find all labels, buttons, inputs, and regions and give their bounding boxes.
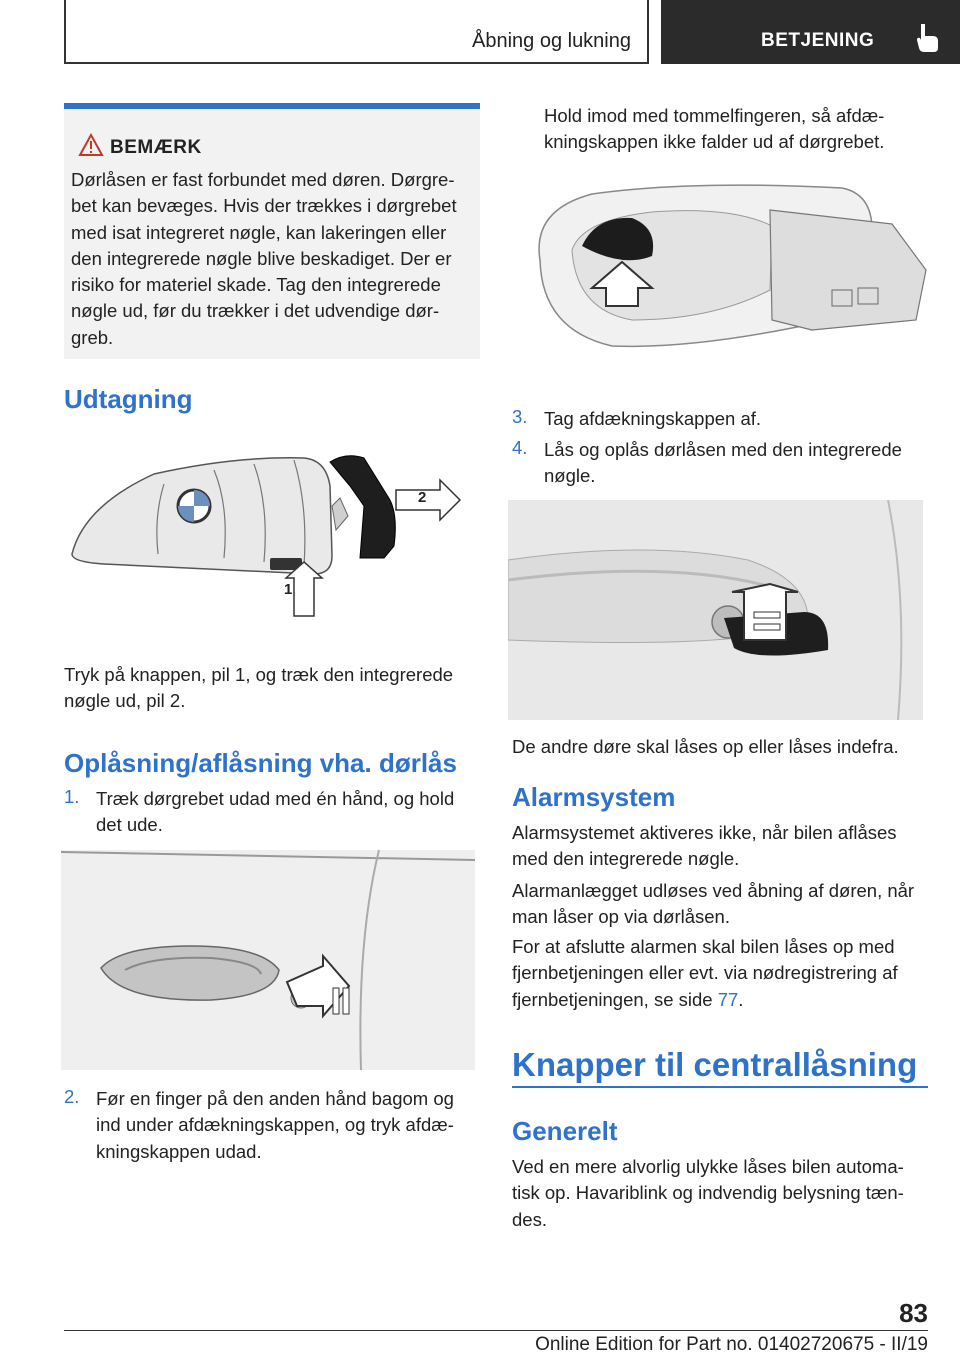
heading-rule bbox=[512, 1086, 928, 1088]
key-fob-illustration bbox=[64, 446, 480, 638]
alarm-para-1 bbox=[512, 820, 928, 873]
heading-door-lock: Oplåsning/aflåsning vha. dørlås bbox=[64, 748, 457, 778]
text-line bbox=[512, 987, 928, 1013]
step-number: 4. bbox=[512, 437, 528, 458]
key-in-lock-illustration bbox=[508, 500, 923, 720]
note-line: Dørlåsen er fast forbundet med døren. Dørgre- bbox=[71, 169, 455, 190]
alarm-para-2 bbox=[512, 878, 928, 931]
step-number: 2. bbox=[64, 1086, 80, 1107]
heading-general: Generelt bbox=[512, 1116, 618, 1146]
text-line: Hold imod med tommelfingeren, så afdæ- bbox=[544, 105, 885, 126]
step-number: 1. bbox=[64, 786, 80, 807]
step-4-text bbox=[544, 437, 928, 490]
heading-central-locking: Knapper til centrallåsning bbox=[512, 1046, 918, 1083]
note-body bbox=[71, 167, 475, 351]
figure-cover-cap bbox=[512, 170, 928, 360]
footer-rule bbox=[64, 1330, 928, 1331]
text-line: fjernbetjeningen eller evt. via nødregistrering af bbox=[512, 962, 898, 984]
step-number: 3. bbox=[512, 406, 528, 427]
text-segment: fjernbetjeningen, se side bbox=[512, 988, 718, 1010]
note-line: bet kan bevæges. Hvis der trækkes i dørgrebet bbox=[71, 195, 457, 217]
heading-udtagning: Udtagning bbox=[64, 384, 193, 414]
text-line: det ude. bbox=[96, 814, 163, 836]
text-line: Før en finger på den anden hånd bagom og bbox=[96, 1088, 454, 1109]
header-chapter-tab bbox=[661, 0, 960, 64]
text-line: Ved en mere alvorlig ulykke låses bilen automa- bbox=[512, 1156, 904, 1177]
page-reference-link[interactable]: 77 bbox=[717, 988, 739, 1010]
text-line: man låser op via dørlåsen. bbox=[512, 906, 730, 928]
note-line: med isat integreret nøgle, kan lakeringen eller bbox=[71, 221, 447, 243]
step-1-text bbox=[96, 786, 480, 839]
text-line: med den integrerede nøgle. bbox=[512, 848, 740, 870]
text-line: Træk dørgrebet udad med én hånd, og hold bbox=[96, 788, 455, 809]
figure-key-removal bbox=[64, 446, 480, 638]
step-2-text bbox=[96, 1086, 480, 1165]
note-line: risiko for materiel skade. Tag den integrerede bbox=[71, 274, 441, 296]
intro-hold-text bbox=[544, 103, 928, 156]
text-line: Lås og oplås dørlåsen med den integrerede bbox=[544, 439, 902, 460]
text-segment: . bbox=[738, 988, 744, 1010]
note-line: nøgle ud, før du trækker i det udvendige dør- bbox=[71, 300, 440, 322]
note-line: den integrerede nøgle blive beskadiget. Der er bbox=[71, 247, 452, 269]
general-para bbox=[512, 1154, 928, 1233]
text-line: tisk op. Havariblink og indvendig belysning tæn- bbox=[512, 1182, 904, 1204]
step-3-text: Tag afdækningskappen af. bbox=[544, 408, 762, 429]
warning-triangle-icon bbox=[78, 133, 104, 157]
figure-door-handle bbox=[61, 850, 475, 1070]
caution-note bbox=[64, 103, 480, 359]
text-line: nøgle ud, pil 2. bbox=[64, 690, 186, 712]
arrow-label-2: 2 bbox=[418, 489, 427, 506]
alarm-para-3 bbox=[512, 934, 928, 1013]
text-line: ind under afdækningskappen, og tryk afdæ- bbox=[96, 1114, 454, 1136]
header-section-title: Åbning og lukning bbox=[471, 30, 631, 52]
footer-edition: Online Edition for Part no. 01402720675 - II/19 bbox=[535, 1334, 928, 1355]
text-line: des. bbox=[512, 1208, 547, 1230]
header-chapter-title: BETJENING bbox=[761, 30, 875, 51]
heading-alarm: Alarmsystem bbox=[512, 782, 676, 812]
figure-key-in-lock bbox=[508, 500, 923, 720]
text-line: Alarmsystemet aktiveres ikke, når bilen aflåses bbox=[512, 822, 897, 843]
page-number: 83 bbox=[899, 1298, 928, 1328]
note-line: greb. bbox=[71, 326, 114, 348]
text-line: nøgle. bbox=[544, 465, 596, 487]
header-section-box bbox=[64, 0, 649, 64]
cover-cap-illustration bbox=[512, 170, 928, 360]
text-line: For at afslutte alarmen skal bilen låses op med bbox=[512, 936, 895, 957]
text-line: kningskappen ikke falder ud af dørgrebet. bbox=[544, 131, 885, 153]
other-doors-text: De andre døre skal låses op eller låses indefra. bbox=[512, 736, 899, 757]
text-line: Alarmanlægget udløses ved åbning af døren, når bbox=[512, 880, 915, 901]
text-line: kningskappen udad. bbox=[96, 1140, 262, 1162]
para-removal bbox=[64, 662, 480, 715]
note-title: BEMÆRK bbox=[110, 137, 202, 158]
door-handle-illustration bbox=[61, 850, 475, 1070]
text-line: Tryk på knappen, pil 1, og træk den integrerede bbox=[64, 664, 454, 685]
arrow-label-1: 1 bbox=[284, 581, 293, 598]
pointing-hand-icon bbox=[913, 22, 941, 54]
